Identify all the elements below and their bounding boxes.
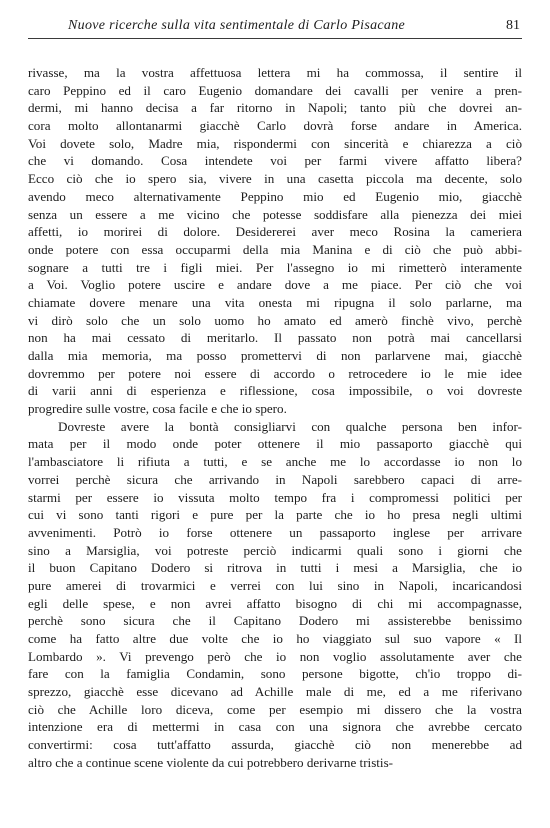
text-line: chiamate dovere menare una vita onesta mi ripugna il solo parlarne, ma — [28, 294, 522, 310]
text-line: senza un essere a me vicino che potesse soddisfare alla pienezza dei miei — [28, 206, 522, 222]
text-line: Lombardo ». Vi prevengo però che io non voglio assolutamente aver che — [28, 648, 522, 664]
text-line: Dovreste avere la bontà consigliarvi con qualche persona ben infor- — [58, 418, 522, 434]
running-header — [28, 18, 522, 39]
text-line: ciò che Achille loro diceva, come per esempio mi dissero che la vostra — [28, 701, 522, 717]
text-line: affetti, io morirei di dolore. Desidererei aver meco Rosina la cameriera — [28, 224, 522, 240]
text-line: dermi, mi hanno decisa a far ritorno in Napoli; tanto più che dovrei an- — [28, 100, 522, 116]
text-line: egli delle spese, e non avrei affatto bisogno di chi mi accompagnasse, — [28, 595, 522, 611]
text-line: dovremmo per potere noi essere di accordo o retrocedere io le mie idee — [28, 365, 522, 381]
text-line: starmi per essere io vissuta molto tempo fra i compromessi politici per — [28, 489, 522, 505]
text-line: che vi domando. Cosa intendete voi per farmi vivere affatto libera? — [28, 153, 522, 169]
text-line: Voi dovete solo, Madre mia, rispondermi con sincerità e chiarezza a ciò — [28, 135, 522, 151]
text-line: vorrei perchè sicura che arrivando in Napoli sarebbero capaci di arre- — [28, 471, 522, 487]
text-line: convertirmi: cosa tutt'affatto assurda, giacchè ciò non menerebbe ad — [28, 737, 522, 753]
text-line: non ha mai cessato di meritarlo. Il passato non potrà mai cancellarsi — [28, 330, 522, 346]
text-line: Ecco ciò che io spero sia, vivere in una casetta piccola ma decente, solo — [28, 171, 522, 187]
text-line: mata per il modo onde poter ottenere il mio passaporto giacchè qui — [28, 436, 522, 452]
body-text — [28, 64, 522, 772]
text-line: altro che a continue scene violente da cui potrebbero derivarne tristis- — [28, 754, 394, 770]
text-line: cora molto allontanarmi giacchè Carlo dovrà forse andare in America. — [28, 118, 522, 134]
text-line: fare con la famiglia Condamin, sono persone bigotte, ch'io troppo di- — [28, 666, 522, 682]
text-line: caro Peppino ed il caro Eugenio domandare dei cavalli per venire a pren- — [28, 82, 522, 98]
text-line: l'ambasciatore li rifiuta a tutti, e se anche me lo accordasse io non lo — [28, 454, 522, 470]
text-line: onde potere con essa occuparmi della mia Manina e di ciò che può abbi- — [28, 241, 522, 257]
text-line: avendo meco alternativamente Peppino mio ed Eugenio mio, giacchè — [28, 188, 522, 204]
text-line: perchè sono sicura che il Capitano Dodero mi assisterebbe benissimo — [28, 613, 522, 629]
text-line: vi dirò solo che un solo uomo ho amato ed amerò finchè vivo, perchè — [28, 312, 522, 328]
header-title: Nuove ricerche sulla vita sentimentale di Carlo Pisacane — [68, 18, 406, 33]
text-line: pure amerei di trovarmici e verrei con lui sino in Napoli, incaricandosi — [28, 577, 522, 593]
text-line: cui vi sono tanti rigori e pure per la parte che io ho presa negli ultimi — [28, 507, 522, 523]
text-line: intenzione era di mettermi in casa con una signora che avrebbe cercato — [28, 719, 522, 735]
page-number: 81 — [506, 18, 520, 33]
text-line: sino a Marsiglia, voi potreste perciò indicarmi quali sono i giorni che — [28, 542, 522, 558]
text-line: di varii anni di esperienza e riflessione, cosa impossibile, o voi dovreste — [28, 383, 522, 399]
text-line: progredire sulle vostre, cosa facile e che io spero. — [28, 401, 287, 417]
text-line: sprezzo, giacchè esse dicevano ad Achille male di me, ed a me riferivano — [28, 684, 522, 700]
text-line: a Voi. Voglio potere uscire e andare dove a me piace. Per ciò che voi — [28, 277, 522, 293]
text-line: come ha fatto altre due volte che io ho viaggiato sul suo vapore « Il — [28, 631, 522, 646]
text-line: avvenimenti. Potrò io forse ottenere un passaporto inglese per arrivare — [28, 524, 522, 540]
text-line: rivasse, ma la vostra affettuosa lettera mi ha commossa, il sentire il — [28, 65, 522, 80]
text-line: il buon Capitano Dodero si ritrova in tutti i mesi a Marsiglia, che io — [28, 560, 522, 576]
text-line: dalla mia memoria, ma posso promettervi di non parlarvene mai, giacchè — [28, 348, 522, 363]
text-line: sognare a tutti tre i figli miei. Per l'assegno io mi rimetterò interamente — [28, 259, 522, 275]
